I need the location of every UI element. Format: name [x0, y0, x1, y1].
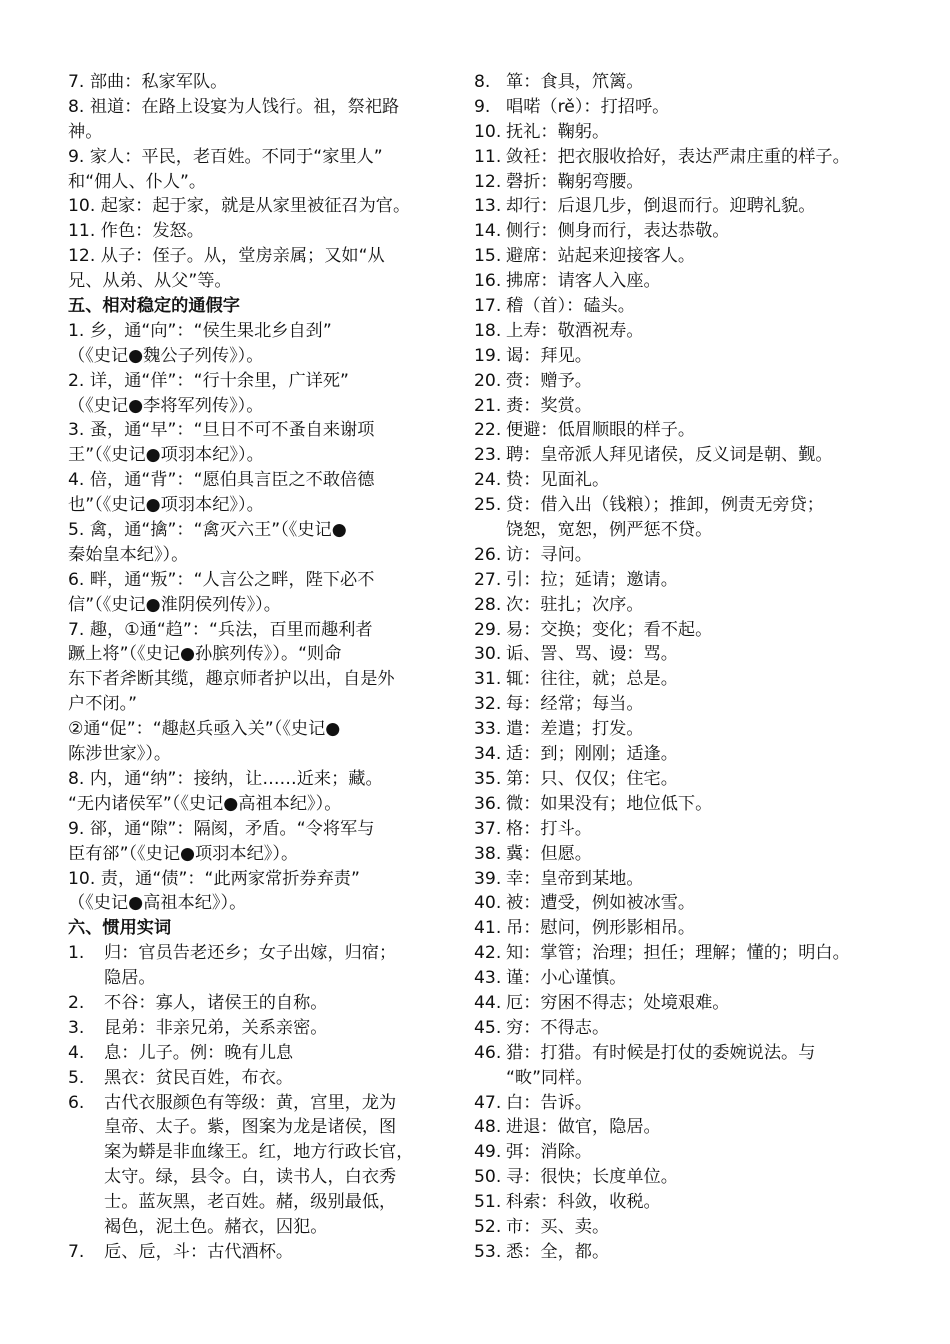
text-line	[474, 1140, 894, 1165]
item-number: 19.	[474, 345, 502, 366]
item-number: 36.	[474, 793, 502, 814]
line-text: 上寿：敬酒祝寿。	[506, 320, 644, 341]
text-line	[68, 443, 444, 468]
item-number: 25.	[474, 495, 502, 516]
text-line	[474, 1165, 894, 1190]
item-number: 27.	[474, 569, 502, 590]
line-text: 被：遭受，例如被冰雪。	[506, 893, 696, 914]
item-number: 7.	[68, 1241, 85, 1262]
text-line	[474, 792, 894, 817]
item-number: 52.	[474, 1216, 502, 1237]
text-line	[68, 418, 444, 443]
text-line	[474, 817, 894, 842]
item-number: 12.	[474, 171, 502, 192]
item-number: 14.	[474, 221, 502, 242]
line-text: 吊：慰问，例形影相吊。	[506, 918, 696, 939]
text-line	[68, 867, 444, 892]
line-text: 蹶上将”（《史记●孙膑列传》）。“则命	[68, 644, 342, 665]
text-line	[68, 468, 444, 493]
text-line	[68, 593, 444, 618]
line-text: 第：只、仅仅；住宅。	[506, 768, 678, 789]
text-line	[68, 244, 444, 269]
text-line	[68, 742, 444, 767]
item-number: 11.	[474, 146, 502, 167]
text-line	[68, 1240, 444, 1265]
line-text: 冀：但愿。	[506, 843, 592, 864]
text-line	[68, 717, 444, 742]
item-number: 26.	[474, 544, 502, 565]
item-number: 10.	[474, 121, 502, 142]
line-text: 聘：皇帝派人拜见诸侯，反义词是朝、觐。	[506, 445, 833, 466]
text-line	[68, 1091, 444, 1116]
line-text: 案为蟒是非血缘王。红，地方行政长官，	[104, 1142, 414, 1163]
item-number: 18.	[474, 320, 502, 341]
line-text: 8. 祖道：在路上设宴为人饯行。祖，祭祀路	[68, 96, 400, 117]
line-text: 进退：做官，隐居。	[506, 1117, 661, 1138]
item-number: 34.	[474, 744, 502, 765]
line-text: 避席：站起来迎接客人。	[506, 246, 696, 267]
text-line	[474, 493, 894, 518]
line-text: 信”（《史记●淮阴侯列传》）。	[68, 594, 281, 615]
text-line	[474, 867, 894, 892]
line-text: 饶恕，宽恕，例严惩不贷。	[506, 520, 713, 541]
line-text: 臣有郤”（《史记●项羽本纪》）。	[68, 843, 299, 864]
line-text: 猎：打猎。有时候是打仗的委婉说法。与	[506, 1042, 816, 1063]
text-line	[68, 767, 444, 792]
text-line	[68, 344, 444, 369]
line-text: 访：寻问。	[506, 544, 592, 565]
line-text: 4. 倍，通“背”：“愿伯具言臣之不敢倍德	[68, 470, 375, 491]
line-text: 黑衣：贫民百姓，布衣。	[104, 1067, 294, 1088]
item-number: 47.	[474, 1092, 502, 1113]
text-line	[474, 618, 894, 643]
item-number: 37.	[474, 818, 502, 839]
text-line	[474, 543, 894, 568]
text-line	[474, 1041, 894, 1066]
line-text: 科索：科敛，收税。	[506, 1192, 661, 1213]
line-text: 归：官员告老还乡；女子出嫁，归宿；	[104, 943, 397, 964]
line-text: 抚礼：鞠躬。	[506, 121, 610, 142]
item-number: 31.	[474, 669, 502, 690]
text-line	[474, 269, 894, 294]
text-line	[68, 792, 444, 817]
line-text: 赍：赠予。	[506, 370, 592, 391]
line-text: 知：掌管；治理；担任；理解；懂的；明白。	[506, 943, 850, 964]
line-text: 1. 乡，通“向”：“侯生果北乡自刭”	[68, 320, 332, 341]
text-line	[68, 493, 444, 518]
text-line	[474, 991, 894, 1016]
text-line	[474, 344, 894, 369]
line-text: 次：驻扎；次序。	[506, 594, 644, 615]
text-line	[68, 518, 444, 543]
text-line	[68, 1016, 444, 1041]
line-text: 稽（首）：磕头。	[506, 296, 635, 317]
line-text: 12. 从子：侄子。从，堂房亲属；又如“从	[68, 246, 385, 267]
text-line	[474, 842, 894, 867]
line-text: 11. 作色：发怒。	[68, 221, 204, 242]
text-line	[68, 70, 444, 95]
line-text: 格：打斗。	[506, 818, 592, 839]
text-line	[68, 618, 444, 643]
text-line	[474, 443, 894, 468]
text-line	[68, 568, 444, 593]
item-number: 43.	[474, 968, 502, 989]
text-line	[68, 269, 444, 294]
text-line	[68, 120, 444, 145]
text-line	[68, 369, 444, 394]
line-text: 六、惯用实词	[68, 918, 172, 939]
text-line	[474, 1190, 894, 1215]
text-line	[474, 717, 894, 742]
line-text: 谒：拜见。	[506, 345, 592, 366]
item-number: 44.	[474, 992, 502, 1013]
line-text: 8. 内，通“纳”：接纳，让……近来；藏。	[68, 768, 383, 789]
text-line	[474, 468, 894, 493]
line-text: 便避：低眉顺眼的样子。	[506, 420, 696, 441]
line-text: 箪：食具，笊篱。	[506, 72, 644, 92]
text-line	[474, 369, 894, 394]
item-number: 16.	[474, 271, 502, 292]
line-text: 9. 家人：平民，老百姓。不同于“家里人”	[68, 146, 383, 167]
line-text: 褐色，泥土色。赭衣，囚犯。	[104, 1216, 328, 1237]
line-text: 却行：后退几步，倒退而行。迎聘礼貌。	[506, 196, 816, 217]
line-text: 贽：见面礼。	[506, 470, 610, 491]
line-text: 不谷：寡人，诸侯王的自称。	[104, 992, 328, 1013]
line-text: 弭：消除。	[506, 1142, 592, 1163]
line-text: 10. 起家：起于家，就是从家里被征召为官。	[68, 196, 411, 217]
item-number: 13.	[474, 196, 502, 217]
text-line	[68, 219, 444, 244]
item-number: 5.	[68, 1067, 85, 1088]
right-column	[474, 70, 894, 1265]
item-number: 33.	[474, 719, 502, 740]
line-text: 幸：皇帝到某地。	[506, 868, 644, 889]
line-text: 引：拉；延请；邀请。	[506, 569, 678, 590]
item-number: 17.	[474, 296, 502, 317]
text-line	[474, 568, 894, 593]
item-number: 2.	[68, 992, 85, 1013]
text-line	[474, 418, 894, 443]
item-number: 1.	[68, 943, 85, 964]
line-text: 悉：全，都。	[506, 1241, 610, 1262]
text-line	[474, 194, 894, 219]
line-text: 谨：小心谨慎。	[506, 968, 627, 989]
line-text: 五、相对稳定的通假字	[68, 296, 240, 317]
text-line	[474, 170, 894, 195]
text-line	[474, 1115, 894, 1140]
line-text: 市：买、卖。	[506, 1216, 610, 1237]
line-text: 7. 部曲：私家军队。	[68, 72, 228, 92]
text-line	[474, 219, 894, 244]
line-text: 太守。绿，县令。白，读书人，白衣秀	[104, 1167, 397, 1188]
text-line	[474, 95, 894, 120]
text-line	[68, 692, 444, 717]
text-line	[474, 667, 894, 692]
line-text: ②通“促”：“趣赵兵亟入关”（《史记●	[68, 719, 341, 740]
left-column	[68, 70, 444, 1265]
text-line	[68, 642, 444, 667]
item-number: 38.	[474, 843, 502, 864]
text-line	[474, 966, 894, 991]
line-text: 昆弟：非亲兄弟，关系亲密。	[104, 1017, 328, 1038]
item-number: 45.	[474, 1017, 502, 1038]
item-number: 50.	[474, 1167, 502, 1188]
line-text: 诟、詈、骂、谩：骂。	[506, 644, 678, 665]
text-line	[68, 1115, 444, 1140]
text-line	[68, 966, 444, 991]
line-text: 王”（《史记●项羽本纪》）。	[68, 445, 264, 466]
text-line	[68, 1140, 444, 1165]
line-text: 适：到；刚刚；适逢。	[506, 744, 678, 765]
item-number: 3.	[68, 1017, 85, 1038]
text-line	[474, 1240, 894, 1265]
text-line	[68, 145, 444, 170]
line-text: 易：交换；变化；看不起。	[506, 619, 713, 640]
line-text: 东下者斧断其缆，趣京师者护以出，自是外	[68, 669, 395, 690]
item-number: 35.	[474, 768, 502, 789]
line-text: 息：儿子。例：晚有儿息	[104, 1042, 294, 1063]
text-line	[474, 916, 894, 941]
line-text: 7. 趣，①通“趋”：“兵法，百里而趣利者	[68, 619, 373, 640]
item-number: 4.	[68, 1042, 85, 1063]
text-line	[474, 692, 894, 717]
line-text: 敛衽：把衣服收拾好，表达严肃庄重的样子。	[506, 146, 850, 167]
line-text: “畋”同样。	[506, 1067, 593, 1088]
section-heading	[68, 916, 444, 941]
text-line	[68, 1190, 444, 1215]
text-line	[474, 767, 894, 792]
line-text: 白：告诉。	[506, 1092, 592, 1113]
text-line	[68, 842, 444, 867]
text-line	[474, 294, 894, 319]
item-number: 32.	[474, 694, 502, 715]
item-number: 15.	[474, 246, 502, 267]
line-text: 神。	[68, 121, 103, 142]
line-text: 侧行：侧身而行，表达恭敬。	[506, 221, 730, 242]
item-number: 29.	[474, 619, 502, 640]
line-text: 户不闭。”	[68, 694, 138, 715]
item-number: 24.	[474, 470, 502, 491]
line-text: 皇帝、太子。紫，图案为龙是诸侯，图	[104, 1117, 397, 1138]
item-number: 28.	[474, 594, 502, 615]
text-line	[68, 991, 444, 1016]
item-number: 51.	[474, 1192, 502, 1213]
text-line	[474, 941, 894, 966]
text-line	[68, 170, 444, 195]
line-text: （《史记●李将军列传》）。	[68, 395, 264, 416]
text-line	[474, 394, 894, 419]
item-number: 6.	[68, 1092, 85, 1113]
line-text: 隐居。	[104, 968, 156, 989]
text-line	[68, 95, 444, 120]
line-text: 9. 郤，通“隙”：隔阂，矛盾。“令将军与	[68, 818, 375, 839]
text-line	[474, 120, 894, 145]
text-line	[68, 1215, 444, 1240]
text-line	[474, 145, 894, 170]
item-number: 46.	[474, 1042, 502, 1063]
section-heading	[68, 294, 444, 319]
line-text: 拂席：请客人入座。	[506, 271, 661, 292]
item-number: 21.	[474, 395, 502, 416]
text-line	[68, 891, 444, 916]
line-text: 10. 责，通“债”：“此两家常折券弃责”	[68, 868, 360, 889]
line-text: “无内诸侯军”（《史记●高祖本纪》）。	[68, 793, 342, 814]
text-line	[68, 941, 444, 966]
line-text: 微：如果没有；地位低下。	[506, 793, 713, 814]
line-text: 5. 禽，通“擒”：“禽灭六王”（《史记●	[68, 520, 347, 541]
line-text: 卮、卮，斗：古代酒杯。	[104, 1241, 294, 1262]
item-number: 20.	[474, 370, 502, 391]
text-line	[68, 543, 444, 568]
text-line	[68, 817, 444, 842]
text-line	[68, 1066, 444, 1091]
line-text: 赉：奖赏。	[506, 395, 592, 416]
line-text: 穷：不得志。	[506, 1017, 610, 1038]
text-line	[474, 1091, 894, 1116]
item-number: 30.	[474, 644, 502, 665]
text-line	[474, 1066, 894, 1091]
item-number: 48.	[474, 1117, 502, 1138]
text-line	[68, 667, 444, 692]
line-text: 兄、从弟、从父”等。	[68, 271, 232, 292]
line-text: 2. 详，通“佯”：“行十余里，广详死”	[68, 370, 349, 391]
item-number: 49.	[474, 1142, 502, 1163]
text-line	[68, 1041, 444, 1066]
item-number: 53.	[474, 1241, 502, 1262]
line-text: 3. 蚤，通“早”：“旦日不可不蚤自来谢项	[68, 420, 375, 441]
text-line	[474, 1215, 894, 1240]
text-line	[474, 319, 894, 344]
item-number: 8.	[474, 72, 491, 92]
text-line	[68, 394, 444, 419]
item-number: 40.	[474, 893, 502, 914]
text-line	[474, 742, 894, 767]
text-line	[474, 1016, 894, 1041]
line-text: 也”（《史记●项羽本纪》）。	[68, 495, 264, 516]
text-line	[68, 319, 444, 344]
text-line	[68, 194, 444, 219]
line-text: 古代衣服颜色有等级：黄，宫里，龙为	[104, 1092, 397, 1113]
text-line	[474, 642, 894, 667]
line-text: （《史记●魏公子列传》）。	[68, 345, 264, 366]
line-text: 磬折：鞠躬弯腰。	[506, 171, 644, 192]
line-text: 厄：穷困不得志；处境艰难。	[506, 992, 730, 1013]
line-text: 每：经常；每当。	[506, 694, 644, 715]
item-number: 23.	[474, 445, 502, 466]
item-number: 39.	[474, 868, 502, 889]
line-text: 6. 畔，通“叛”：“人言公之畔，陛下必不	[68, 569, 375, 590]
line-text: 贷：借入出（钱粮）；推卸，例责无旁贷；	[506, 495, 824, 516]
text-line	[474, 70, 894, 95]
line-text: 和“佣人、仆人”。	[68, 171, 207, 192]
item-number: 41.	[474, 918, 502, 939]
text-line	[474, 891, 894, 916]
item-number: 22.	[474, 420, 502, 441]
text-line	[68, 1165, 444, 1190]
text-line	[474, 518, 894, 543]
item-number: 9.	[474, 96, 491, 117]
item-number: 42.	[474, 943, 502, 964]
line-text: 秦始皇本纪》）。	[68, 544, 189, 565]
line-text: 遣：差遣；打发。	[506, 719, 644, 740]
line-text: （《史记●高祖本纪》）。	[68, 893, 247, 914]
line-text: 寻：很快；长度单位。	[506, 1167, 678, 1188]
text-line	[474, 593, 894, 618]
text-line	[474, 244, 894, 269]
line-text: 陈涉世家》）。	[68, 744, 172, 765]
line-text: 辄：往往，就；总是。	[506, 669, 678, 690]
line-text: 唱喏（rě）：打招呼。	[506, 96, 670, 117]
line-text: 士。蓝灰黑，老百姓。赭，级别最低，	[104, 1192, 397, 1213]
